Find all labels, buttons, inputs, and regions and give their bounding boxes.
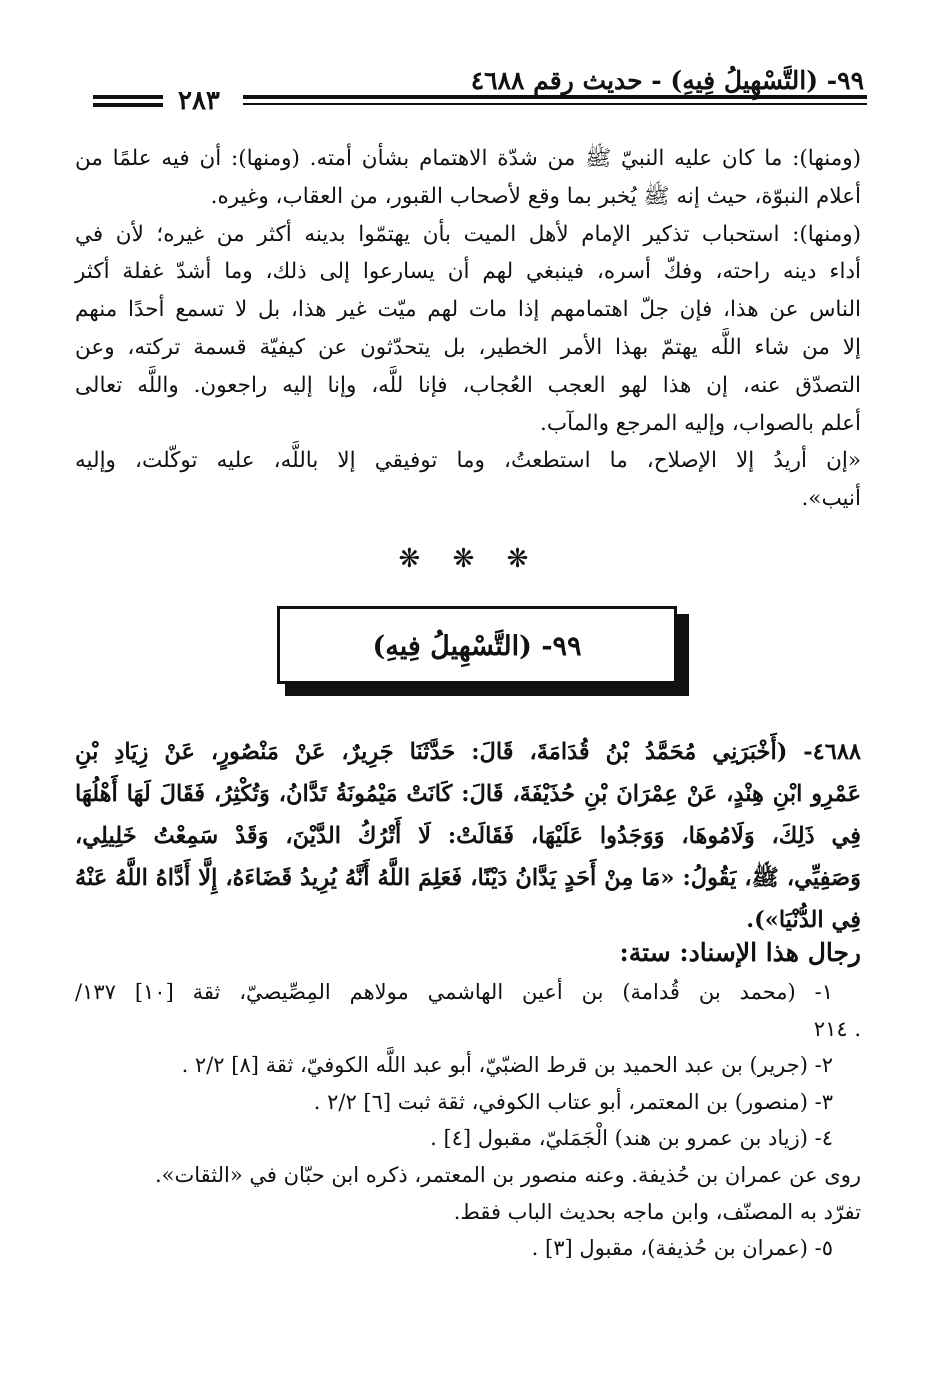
chapter-box — [277, 606, 677, 684]
commentary-line: (ومنها): استحباب تذكير الإمام لأهل الميت بأن يهتمّوا بدينه أكثر من غيره؛ لأن في — [75, 221, 861, 247]
rule-right-thin — [243, 103, 867, 105]
rule-left-thick — [93, 95, 163, 99]
commentary-line: الناس عن هذا، فإن جلّ اهتمامهم إذا مات لهم ميّت غير هذا، بل لا تسمع أحدًا منهم — [75, 297, 861, 323]
commentary-line: التصدّق عنه، إن هذا لهو العجب العُجاب، فإنا للَّه، وإنا إليه راجعون. واللَّه تعالى — [75, 372, 861, 398]
commentary-line: أنيب». — [801, 486, 861, 512]
rule-left-thick-2 — [93, 103, 163, 107]
hadith-line: وَصَفِيِّي، ﷺ، يَقُولُ: «مَا مِنْ أَحَدٍ يَدَّانُ دَيْنًا، فَعَلِمَ اللَّهُ أَنَّهُ يُرِيدُ قَضَاءَهُ، إِلَّا أَدَّاهُ اللَّهُ عَنْهُ — [75, 865, 861, 891]
commentary-line: «إن أريدُ إلا الإصلاح، ما استطعتُ، وما توفيقي إلا باللَّه، عليه توكّلت، وإليه — [75, 448, 861, 474]
narrator-item: ٥- (عمران بن حُذيفة)، مقبول [٣] . — [531, 1236, 833, 1261]
commentary-line: أداء دينه راحته، وفكّ أسره، فينبغي لهم أن يسارعوا إلى ذلك، وما أشدّ غفلة أكثر — [75, 259, 861, 285]
page-number: ٢٨٣ — [178, 86, 220, 116]
narrator-list — [75, 974, 861, 1267]
narrator-item: ٤- (زياد بن عمرو بن هند) الْجَمَليّ، مقبول [٤] . — [430, 1126, 833, 1151]
hadith-line: فِي الدُّنْيَا»). — [746, 907, 861, 933]
rule-right-thick — [243, 95, 867, 99]
hadith-text — [75, 731, 861, 941]
narrator-item: ١- (محمد بن قُدامة) بن أعين الهاشمي مولاهم المِصِّيصيّ، ثقة [١٠] ١٣٧/ — [75, 980, 833, 1004]
narrator-item: ٢- (جرير) بن عبد الحميد بن قرط الضبّيّ، أبو عبد اللَّه الكوفيّ، ثقة [٨] ٢/٢ . — [181, 1053, 833, 1078]
chapter-title: ٩٩- (التَّسْهِيلُ فِيهِ) — [372, 631, 582, 662]
commentary-line: أعلم بالصواب، وإليه المرجع والمآب. — [540, 410, 861, 436]
narrator-note: روى عن عمران بن حُذيفة. وعنه منصور بن المعتمر، ذكره ابن حبّان في «الثقات». — [154, 1162, 861, 1187]
section-separator: ❋ ❋ ❋ — [398, 544, 541, 574]
hadith-line: عَمْرِو ابْنِ هِنْدٍ، عَنْ عِمْرَانَ بْنِ حُذَيْفَةَ، قَالَ: كَانَتْ مَيْمُونَةُ تَدَّانُ، وَتُكْثِرُ، فَقَالَ لَهَا أَهْلُهَا — [75, 781, 861, 807]
narrator-item: ٣- (منصور) بن المعتمر، أبو عتاب الكوفي، ثقة ثبت [٦] ٢/٢ . — [313, 1089, 833, 1114]
commentary-line: (ومنها): ما كان عليه النبيّ ﷺ من شدّة الاهتمام بشأن أمته. (ومنها): أن فيه علمًا من — [75, 146, 862, 171]
narrator-note: تفرّد به المصنّف، وابن ماجه بحديث الباب فقط. — [453, 1199, 861, 1224]
commentary-line: إلا من شاء اللَّه يهتمّ بهذا الأمر الخطير، بل يتحدّثون عن كيفيّة قسمة تركته، وعن — [75, 334, 861, 360]
hadith-line: ٤٦٨٨- (أَخْبَرَنِي مُحَمَّدُ بْنُ قُدَامَةَ، قَالَ: حَدَّثَنَا جَرِيرٌ، عَنْ مَنْصُورٍ، عَنْ زِيَادِ بْنِ — [75, 739, 861, 765]
running-title: ٩٩- (التَّسْهِيلُ فِيهِ) - حديث رقم ٤٦٨٨ — [470, 66, 864, 95]
commentary-text — [75, 140, 861, 518]
hadith-line: فِي ذَلِكَ، وَلَامُوهَا، وَوَجَدُوا عَلَيْهَا، فَقَالَتْ: لَا أَتْرُكُ الدَّيْنَ، وَقَدْ سَمِعْتُ خَلِيلِي، — [75, 823, 861, 849]
commentary-line: أعلام النبوّة، حيث إنه ﷺ يُخبر بما وقع لأصحاب القبور، من العقاب، وغيره. — [210, 183, 861, 209]
rijal-heading: رجال هذا الإسناد: ستة: — [619, 938, 861, 967]
narrator-item-cont: . ٢١٤ — [813, 1016, 861, 1041]
